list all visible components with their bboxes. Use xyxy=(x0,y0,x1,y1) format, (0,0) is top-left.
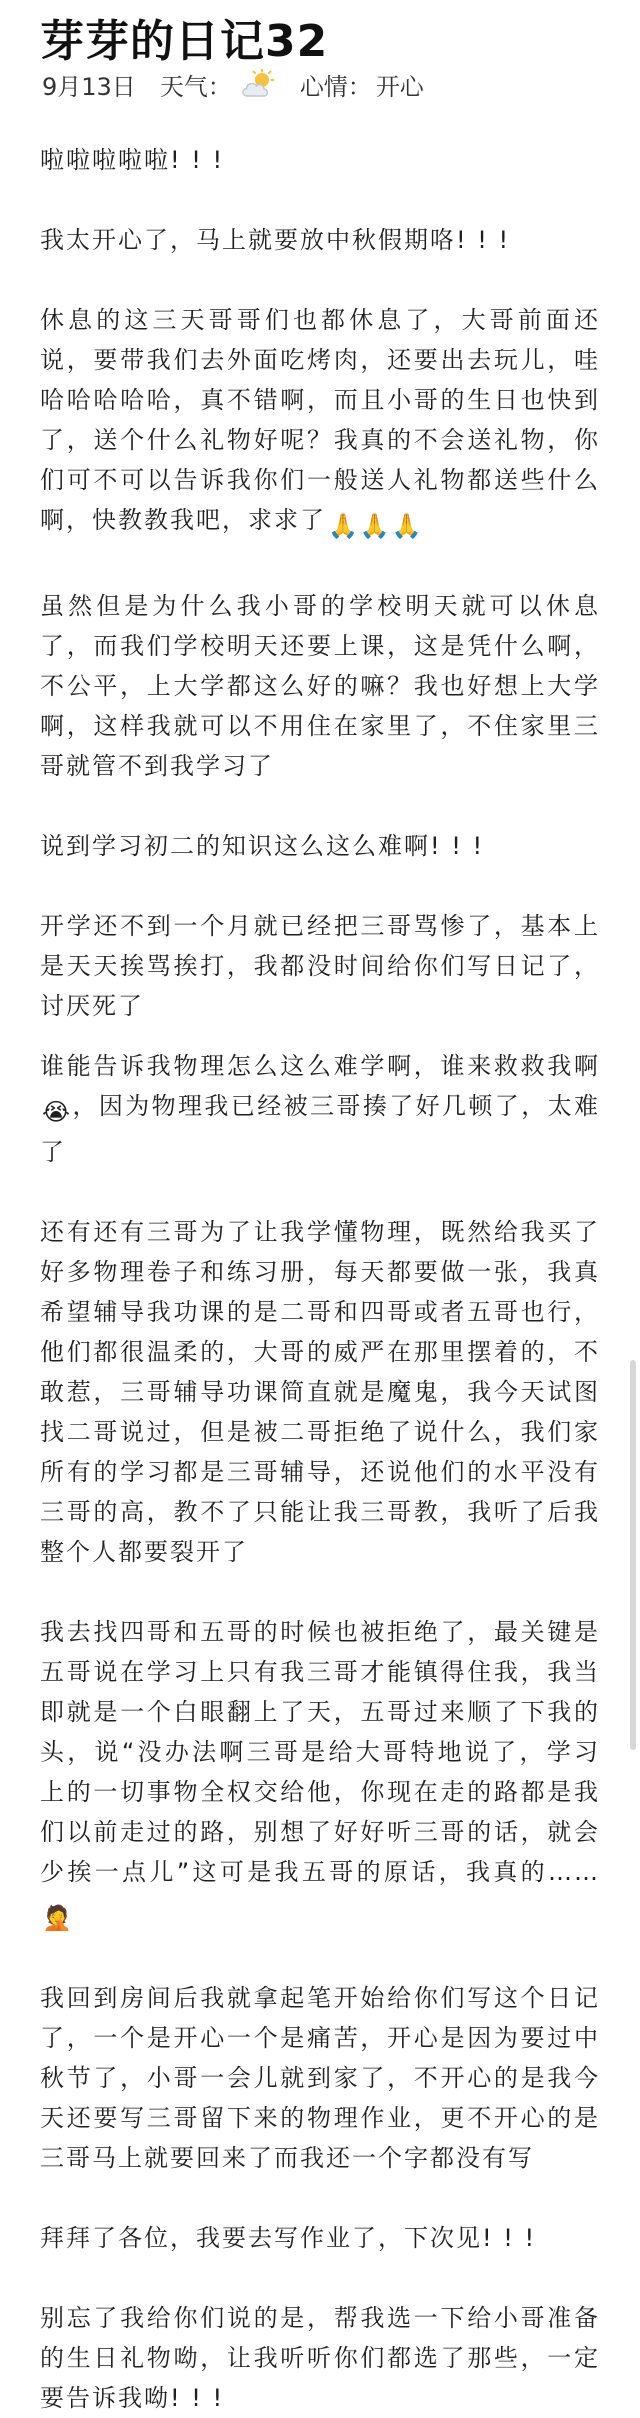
diary-meta-row xyxy=(42,64,424,104)
paragraph-text: 开学还不到一个月就已经把三哥骂惨了，基本上是天天挨骂挨打，我都没时间给你们写日记了，讨厌死了 xyxy=(40,912,600,1020)
paragraph-text: 拜拜了各位，我要去写作业了，下次见! ! ! xyxy=(40,2224,537,2252)
paragraph-text: 啦啦啦啦啦! ! ! xyxy=(40,146,225,174)
paragraph-text: 我太开心了，马上就要放中秋假期咯! ! ! xyxy=(40,226,511,254)
paragraph-text: 休息的这三天哥哥们也都休息了，大哥前面还说，要带我们去外面吃烤肉，还要出去玩儿，哇哈哈哈哈哈，真不错啊，而且小哥的生日也快到了，送个什么礼物好呢？我真的不会送礼物，你们可不可以告诉我你们一般送人礼物都送些什么啊，快教教我吧，求求了 xyxy=(40,306,600,534)
scrollbar-thumb[interactable] xyxy=(630,1360,636,1750)
sun-behind-cloud-icon xyxy=(240,69,276,99)
paragraph-9 xyxy=(40,1612,600,1938)
paragraph-8 xyxy=(40,1212,600,1572)
facepalm-icon: 🤦 xyxy=(42,1904,74,1932)
paragraph-4 xyxy=(40,586,600,786)
mood-value: 开心 xyxy=(375,72,424,101)
mood-label: 心情： xyxy=(299,72,372,101)
paragraph-11 xyxy=(40,2218,600,2258)
paragraph-text: 别忘了我给你们说的是，帮我选一下给小哥准备的生日礼物呦，让我听听你们都选了那些，一定要告诉我呦! ! ! xyxy=(40,2304,600,2412)
paragraph-7 xyxy=(40,1046,600,1172)
paragraph-text: 虽然但是为什么我小哥的学校明天就可以休息了，而我们学校明天还要上课，这是凭什么啊，不公平，上大学都这么好的嘛？我也好想上大学啊，这样我就可以不用住在家里了，不住家里三哥就管不到我学习了 xyxy=(40,592,600,780)
paragraph-12 xyxy=(40,2298,600,2418)
paragraph-10 xyxy=(40,1978,600,2178)
paragraph-text-after: ，因为物理我已经被三哥揍了好几顿了，太难了 xyxy=(40,1092,600,1166)
paragraph-1 xyxy=(40,140,600,180)
paragraph-5 xyxy=(40,826,600,866)
paragraph-text: 还有还有三哥为了让我学懂物理，既然给我买了好多物理卷子和练习册，每天都要做一张，我真希望辅导我功课的是二哥和四哥或者五哥也行，他们都很温柔的，大哥的威严在那里摆着的，不敢惹，三哥辅导功课简直就是魔鬼，我今天试图找二哥说过，但是被二哥拒绝了说什么，我们家所有的学习都是三哥辅导，还说他们的水平没有三哥的高，教不了只能让我三哥教，我听了后我整个人都要裂开了 xyxy=(40,1218,600,1566)
paragraph-text: 谁能告诉我物理怎么这么难学啊，谁来救救我啊 xyxy=(40,1052,600,1080)
paragraph-3 xyxy=(40,300,600,546)
diary-date: 9月13日 xyxy=(42,72,136,101)
paragraph-text: 我去找四哥和五哥的时候也被拒绝了，最关键是五哥说在学习上只有我三哥才能镇得住我，我当即就是一个白眼翻上了天，五哥过来顺了下我的头，说“没办法啊三哥是给大哥特地说了，学习上的一切事物全权交给他，你现在走的路都是我们以前走过的路，别想了好好听三哥的话，就会少挨一点儿”这可是我五哥的原话，我真的…… xyxy=(40,1618,600,1886)
paragraph-6 xyxy=(40,906,600,1026)
paragraph-2 xyxy=(40,220,600,260)
weather-label: 天气： xyxy=(159,72,232,101)
paragraph-text: 说到学习初二的知识这么这么难啊! ! ! xyxy=(40,832,485,860)
folded-hands-icon: 🙏🙏🙏 xyxy=(328,512,424,540)
page-title: 芽芽的日记32 xyxy=(40,16,329,67)
crying-face-icon: 😭 xyxy=(42,1098,73,1126)
diary-body xyxy=(40,140,600,2418)
paragraph-text: 我回到房间后我就拿起笔开始给你们写这个日记了，一个是开心一个是痛苦，开心是因为要过中秋节了，小哥一会儿就到家了，不开心的是我今天还要写三哥留下来的物理作业，更不开心的是三哥马上就要回来了而我还一个字都没有写 xyxy=(40,1984,600,2172)
